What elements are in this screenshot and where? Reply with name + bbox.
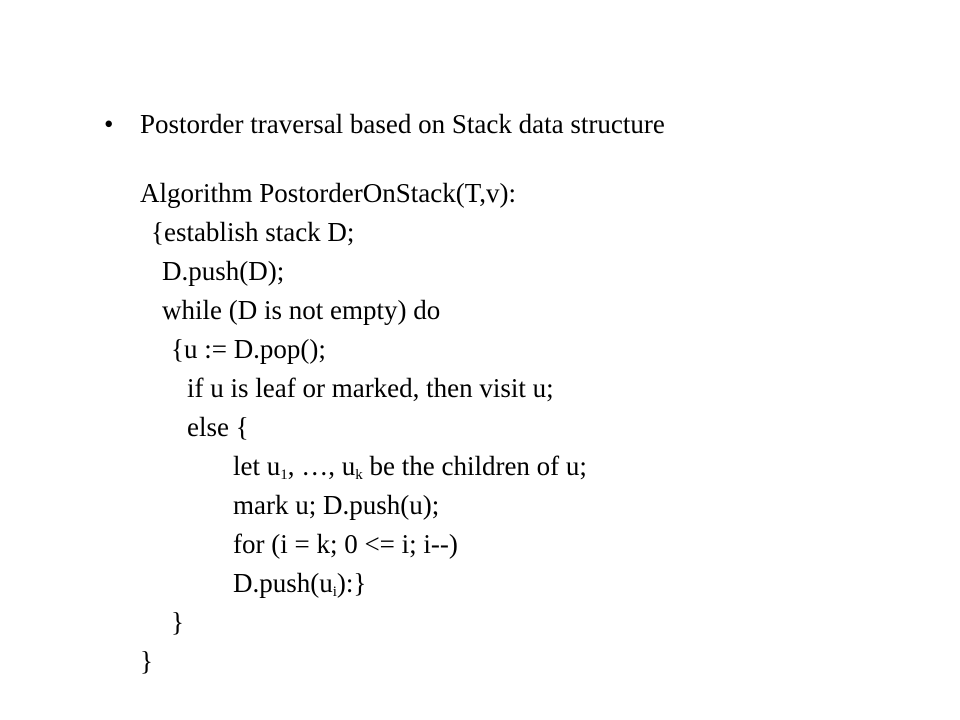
let-text-3: be the children of u; bbox=[362, 451, 587, 481]
push-text-2: ):} bbox=[336, 568, 367, 598]
code-line-push-ui bbox=[233, 565, 366, 601]
code-line-establish: {establish stack D; bbox=[151, 217, 355, 247]
slide-heading: Postorder traversal based on Stack data structure bbox=[140, 109, 665, 139]
code-line-while: while (D is not empty) do bbox=[162, 295, 441, 325]
code-line-push-d: D.push(D); bbox=[162, 256, 285, 286]
push-text-1: D.push(u bbox=[233, 568, 333, 598]
let-subscript-1: 1 bbox=[280, 467, 288, 483]
code-line-algorithm: Algorithm PostorderOnStack(T,v): bbox=[140, 178, 516, 208]
bullet-marker: • bbox=[104, 109, 114, 139]
code-line-else: else { bbox=[187, 412, 249, 442]
code-line-for: for (i = k; 0 <= i; i--) bbox=[233, 529, 458, 559]
let-text-1: let u bbox=[233, 451, 281, 481]
code-line-pop: {u := D.pop(); bbox=[171, 334, 326, 364]
let-subscript-k: k bbox=[355, 467, 363, 483]
code-line-if: if u is leaf or marked, then visit u; bbox=[187, 373, 554, 403]
push-subscript-i: i bbox=[332, 584, 337, 600]
code-line-let bbox=[233, 448, 587, 484]
code-line-close-outer: } bbox=[140, 646, 153, 676]
let-text-2: , …, u bbox=[287, 451, 356, 481]
code-line-close-inner: } bbox=[171, 607, 184, 637]
code-line-mark: mark u; D.push(u); bbox=[233, 490, 440, 520]
